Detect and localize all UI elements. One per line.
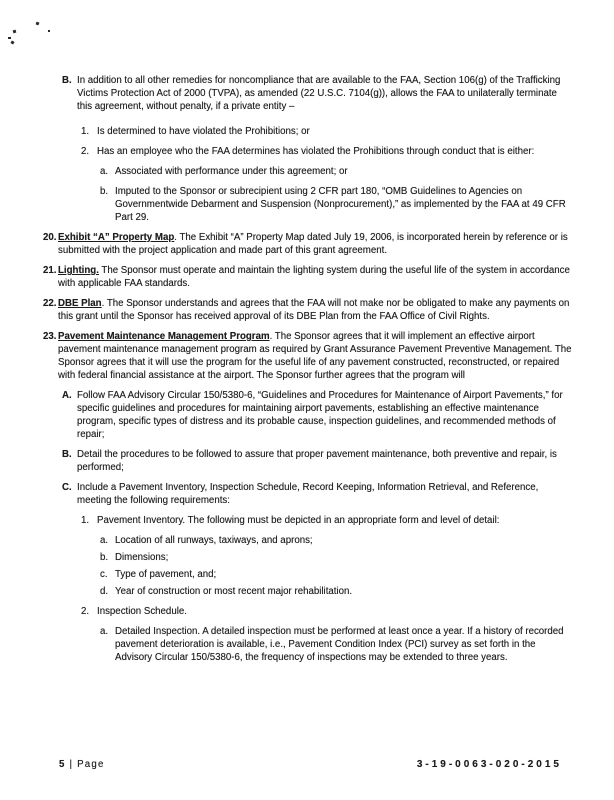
list-item xyxy=(0,231,572,257)
list-item-marker: 21. xyxy=(43,265,57,276)
list-item-body-text: Has an employee who the FAA determines has violated the Prohibitions through conduct that is either: xyxy=(97,146,535,157)
list-item-marker: 23. xyxy=(43,331,57,342)
list-item-body-text: Year of construction or most recent major rehabilitation. xyxy=(115,586,353,597)
list-item xyxy=(0,165,572,178)
list-item-text xyxy=(58,331,572,381)
list-item-marker: c. xyxy=(100,569,108,580)
list-item-body-text: Type of pavement, and; xyxy=(115,569,217,580)
list-item xyxy=(0,534,572,547)
document-content xyxy=(0,74,614,671)
list-item-body-text: Imputed to the Sponsor or subrecipient using 2 CFR part 180, “OMB Guidelines to Agencies on Governmentwide Debarment and Suspension (Nonprocurement),” as implemented by the FAA at 49 CFR Part 29. xyxy=(115,186,566,223)
list-item-heading-period: . xyxy=(174,232,180,243)
list-item xyxy=(0,145,572,158)
list-item-text xyxy=(115,535,313,546)
list-item-text xyxy=(58,265,570,289)
list-item-marker: B. xyxy=(62,75,72,86)
list-item xyxy=(0,568,572,581)
list-item xyxy=(0,551,572,564)
scan-speckle xyxy=(48,30,50,32)
list-item-text xyxy=(97,515,499,526)
list-item-marker: a. xyxy=(100,535,109,546)
list-item-text xyxy=(97,126,310,137)
list-item-body-text: The Sponsor understands and agrees that the FAA will not make nor be obligated to make any payments on this grant until the Sponsor has received approval of its DBE Plan from the FAA Office of Civil Rights. xyxy=(58,298,570,322)
list-item xyxy=(0,625,572,664)
footer-grant-number: 3-19-0063-020-2015 xyxy=(416,759,562,770)
list-item-marker: 20. xyxy=(43,232,57,243)
scan-speckle xyxy=(13,30,17,34)
list-item-text xyxy=(77,390,563,440)
list-item-marker: 1. xyxy=(81,126,90,137)
list-item-marker: d. xyxy=(100,586,109,597)
list-item-marker: a. xyxy=(100,166,109,177)
scan-speckle xyxy=(36,22,40,26)
list-item-text xyxy=(77,482,538,506)
list-item xyxy=(0,585,572,598)
list-item-marker: b. xyxy=(100,552,109,563)
list-item xyxy=(0,481,572,507)
list-item-marker: a. xyxy=(100,626,109,637)
scan-speckle xyxy=(8,37,11,39)
list-item-body-text: Detailed Inspection. A detailed inspection must be performed at least once a year. If a history of recorded pavement deterioration is available, i.e., Pavement Condition Index (PCI) survey as set forth in the Advisory Circular 150/5380-6, the frequency of inspections may be extended to three years. xyxy=(115,626,564,663)
list-item-text xyxy=(58,298,569,322)
list-item xyxy=(0,330,572,382)
list-item xyxy=(0,389,572,441)
list-item xyxy=(0,185,572,224)
list-item-heading: DBE Plan xyxy=(58,298,102,309)
list-item-text xyxy=(115,552,168,563)
list-item-body-text: Inspection Schedule. xyxy=(97,606,187,617)
list-item-text xyxy=(77,75,560,112)
list-item-heading: Exhibit “A” Property Map xyxy=(58,232,175,243)
list-item-marker: C. xyxy=(62,482,72,493)
list-item-text xyxy=(77,449,557,473)
list-item-marker: 22. xyxy=(43,298,57,309)
list-item-heading-period: . xyxy=(101,298,107,309)
list-item-marker: b. xyxy=(100,186,109,197)
list-item-body-text: Include a Pavement Inventory, Inspection Schedule, Record Keeping, Information Retrieval, and Reference, meeting the following requirements: xyxy=(77,482,539,506)
list-item-body-text: The Exhibit “A” Property Map dated July 19, 2006, is incorporated herein by reference or is submitted with the project application and made part of this grant agreement. xyxy=(58,232,568,256)
list-item-body-text: Associated with performance under this agreement; or xyxy=(115,166,348,177)
list-item-body-text: The Sponsor must operate and maintain the lighting system during the useful life of the system in accordance with applicable FAA standards. xyxy=(58,265,570,289)
list-item-marker: 2. xyxy=(81,606,90,617)
list-item-heading-period: . xyxy=(269,331,275,342)
list-item-heading: Pavement Maintenance Management Program xyxy=(58,331,270,342)
list-item-body-text: Follow FAA Advisory Circular 150/5380-6, “Guidelines and Procedures for Maintenance of Airport Pavements,” for specific guidelines and procedures for maintaining airport pavements, establishing an effective maintenance program, specific types of distress and its probable cause, inspection guidelines, and recommended methods of repair; xyxy=(77,390,563,440)
list-item xyxy=(0,264,572,290)
list-item-marker: B. xyxy=(62,449,72,460)
list-item xyxy=(0,297,572,323)
list-item-marker: 2. xyxy=(81,146,90,157)
list-item-body-text: Is determined to have violated the Prohibitions; or xyxy=(97,126,310,137)
list-item-text xyxy=(115,586,352,597)
list-item xyxy=(0,514,572,527)
list-item-body-text: Pavement Inventory. The following must be depicted in an appropriate form and level of detail: xyxy=(97,515,500,526)
list-item-text xyxy=(97,146,534,157)
list-item-text xyxy=(115,569,216,580)
list-item-text xyxy=(115,166,348,177)
list-item-text xyxy=(97,606,187,617)
list-item-text xyxy=(115,626,564,663)
list-item-body-text: Detail the procedures to be followed to assure that proper pavement maintenance, both preventive and repair, is performed; xyxy=(77,449,557,473)
list-item-marker: A. xyxy=(62,390,72,401)
list-item-text xyxy=(58,232,568,256)
list-item-body-text: Location of all runways, taxiways, and aprons; xyxy=(115,535,313,546)
list-item xyxy=(0,605,572,618)
list-item-marker: 1. xyxy=(81,515,90,526)
list-item xyxy=(0,125,572,138)
footer-page-number: 5 | Page xyxy=(59,759,105,770)
list-item-body-text: Dimensions; xyxy=(115,552,169,563)
list-item-body-text: The Sponsor agrees that it will implement an effective airport pavement maintenance management program as required by Grant Assurance Pavement Preventive Management. The Sponsor agrees that it will use the program for the useful life of any pavement constructed, reconstructed, or repaired with federal financial assistance at the airport. The Sponsor further agrees that the program will xyxy=(58,331,572,381)
list-item xyxy=(0,74,572,113)
list-item-body-text: In addition to all other remedies for noncompliance that are available to the FAA, Section 106(g) of the Trafficking Victims Protection Act of 2000 (TVPA), as amended (22 U.S.C. 7104(g)), allows the FAA to unilaterally terminate this agreement, without penalty, if a private entity – xyxy=(77,75,561,112)
page-footer xyxy=(0,758,614,774)
list-item-text xyxy=(115,186,566,223)
list-item-heading: Lighting. xyxy=(58,265,99,276)
scan-speckle xyxy=(10,40,14,44)
list-item xyxy=(0,448,572,474)
